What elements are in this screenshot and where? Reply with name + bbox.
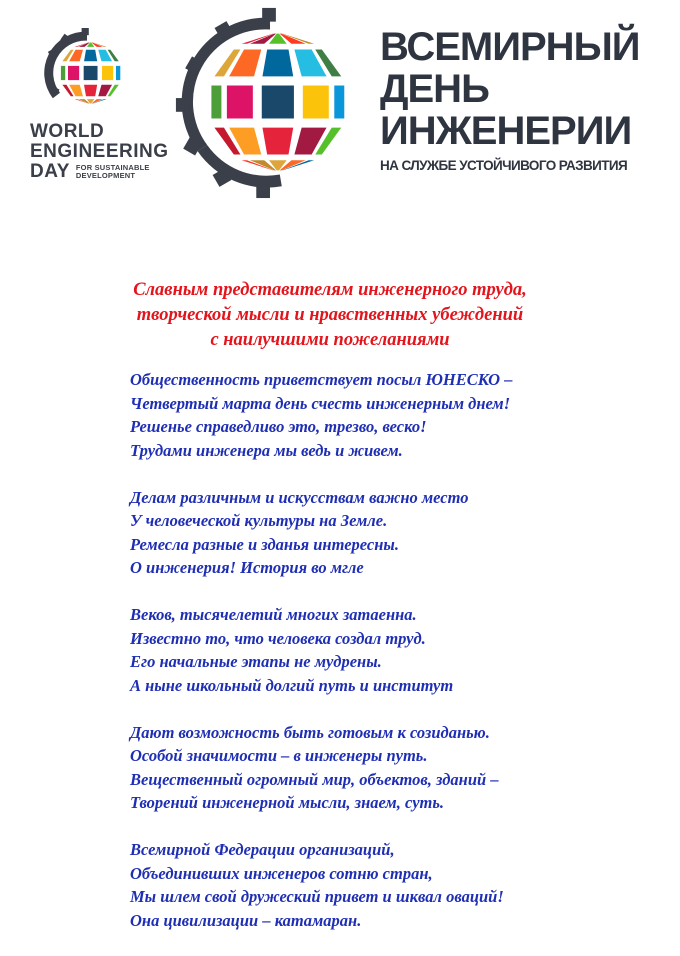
poem-stanza bbox=[130, 721, 512, 815]
logo-line-world: WORLD bbox=[30, 121, 105, 142]
poem-line: Вещественный огромный мир, объектов, зданий – bbox=[130, 769, 499, 789]
dedication-line: с наилучшими пожеланиями bbox=[210, 330, 450, 350]
globe-tile bbox=[262, 85, 294, 118]
poem-line: Ремесла разные и зданья интересны. bbox=[130, 534, 399, 554]
globe-tile bbox=[303, 85, 329, 118]
logo-line-day: DAY bbox=[30, 161, 70, 182]
poem-stanza bbox=[130, 603, 512, 697]
poem-line: Его начальные этапы не мудрены. bbox=[130, 652, 382, 671]
globe-tile bbox=[84, 66, 98, 80]
poem-line: Общественность приветствует посыл ЮНЕСКО – bbox=[130, 370, 513, 389]
title-line-2: ДЕНЬ bbox=[380, 67, 489, 111]
globe-tile bbox=[116, 66, 120, 80]
poem-line: Мы шлем свой дружеский привет и шквал оваций! bbox=[130, 887, 504, 906]
world-engineering-day-logo bbox=[20, 28, 169, 198]
poem-line: Трудами инженера мы ведь и живем. bbox=[130, 440, 403, 460]
logo-sub-1: FOR SUSTAINABLE bbox=[75, 163, 150, 172]
globe-tile bbox=[61, 66, 65, 80]
poem-line: Всемирной Федерации организаций, bbox=[130, 840, 395, 859]
poem-line: Делам различным и искусствам важно место bbox=[130, 487, 469, 507]
poem-line: О инженерия! История во мгле bbox=[130, 558, 364, 577]
globe-tile bbox=[262, 128, 293, 155]
poem-stanza bbox=[130, 486, 512, 580]
header-banner bbox=[0, 0, 680, 230]
globe-tile bbox=[102, 66, 113, 80]
poem-line: Творений инженерной мысли, знаем, суть. bbox=[130, 793, 445, 812]
globe-tile bbox=[211, 85, 221, 118]
small-globe-icon bbox=[42, 28, 132, 118]
poem-line: Решенье справедливо это, трезво, веско! bbox=[130, 417, 427, 436]
dedication-line: творческой мысли и нравственных убеждений bbox=[136, 305, 524, 325]
poem-stanza bbox=[130, 368, 512, 462]
poem-line: У человеческой культуры на Земле. bbox=[130, 511, 388, 530]
sdg-globe-icon bbox=[172, 4, 368, 200]
event-title bbox=[380, 26, 639, 173]
globe-tile bbox=[84, 85, 97, 96]
poem-line: Веков, тысячелетий многих затаенна. bbox=[130, 605, 417, 624]
poem-line: Четвертый марта день счесть инженерным днем! bbox=[130, 393, 511, 413]
logo-line-engineering: ENGINEERING bbox=[30, 141, 169, 162]
poem-stanza bbox=[130, 838, 512, 932]
globe-tile bbox=[84, 50, 97, 61]
title-subtitle: НА СЛУЖБЕ УСТОЙЧИВОГО РАЗВИТИЯ bbox=[380, 158, 628, 173]
globe-tile bbox=[334, 85, 344, 118]
globe-tile bbox=[68, 66, 79, 80]
dedication-line: Славным представителям инженерного труда, bbox=[133, 280, 527, 300]
logo-sub-2: DEVELOPMENT bbox=[75, 171, 136, 180]
globe-tile bbox=[227, 85, 253, 118]
poem-line: Она цивилизации – катамаран. bbox=[130, 910, 362, 930]
poem-line: Особой значимости – в инженеры путь. bbox=[130, 746, 428, 765]
poem-line: А ныне школьный долгий путь и институт bbox=[130, 675, 454, 695]
dedication bbox=[40, 278, 620, 353]
poem-line: Дают возможность быть готовым к созиданью. bbox=[130, 722, 490, 742]
title-line-1: ВСЕМИРНЫЙ bbox=[380, 25, 640, 69]
poem-line: Известно то, что человека создал труд. bbox=[130, 628, 426, 648]
small-logo-text bbox=[30, 122, 169, 182]
title-line-3: ИНЖЕНЕРИИ bbox=[380, 109, 632, 153]
poem bbox=[130, 368, 512, 956]
poem-line: Объединивших инженеров сотню стран, bbox=[130, 863, 433, 883]
globe-tile bbox=[262, 49, 293, 76]
